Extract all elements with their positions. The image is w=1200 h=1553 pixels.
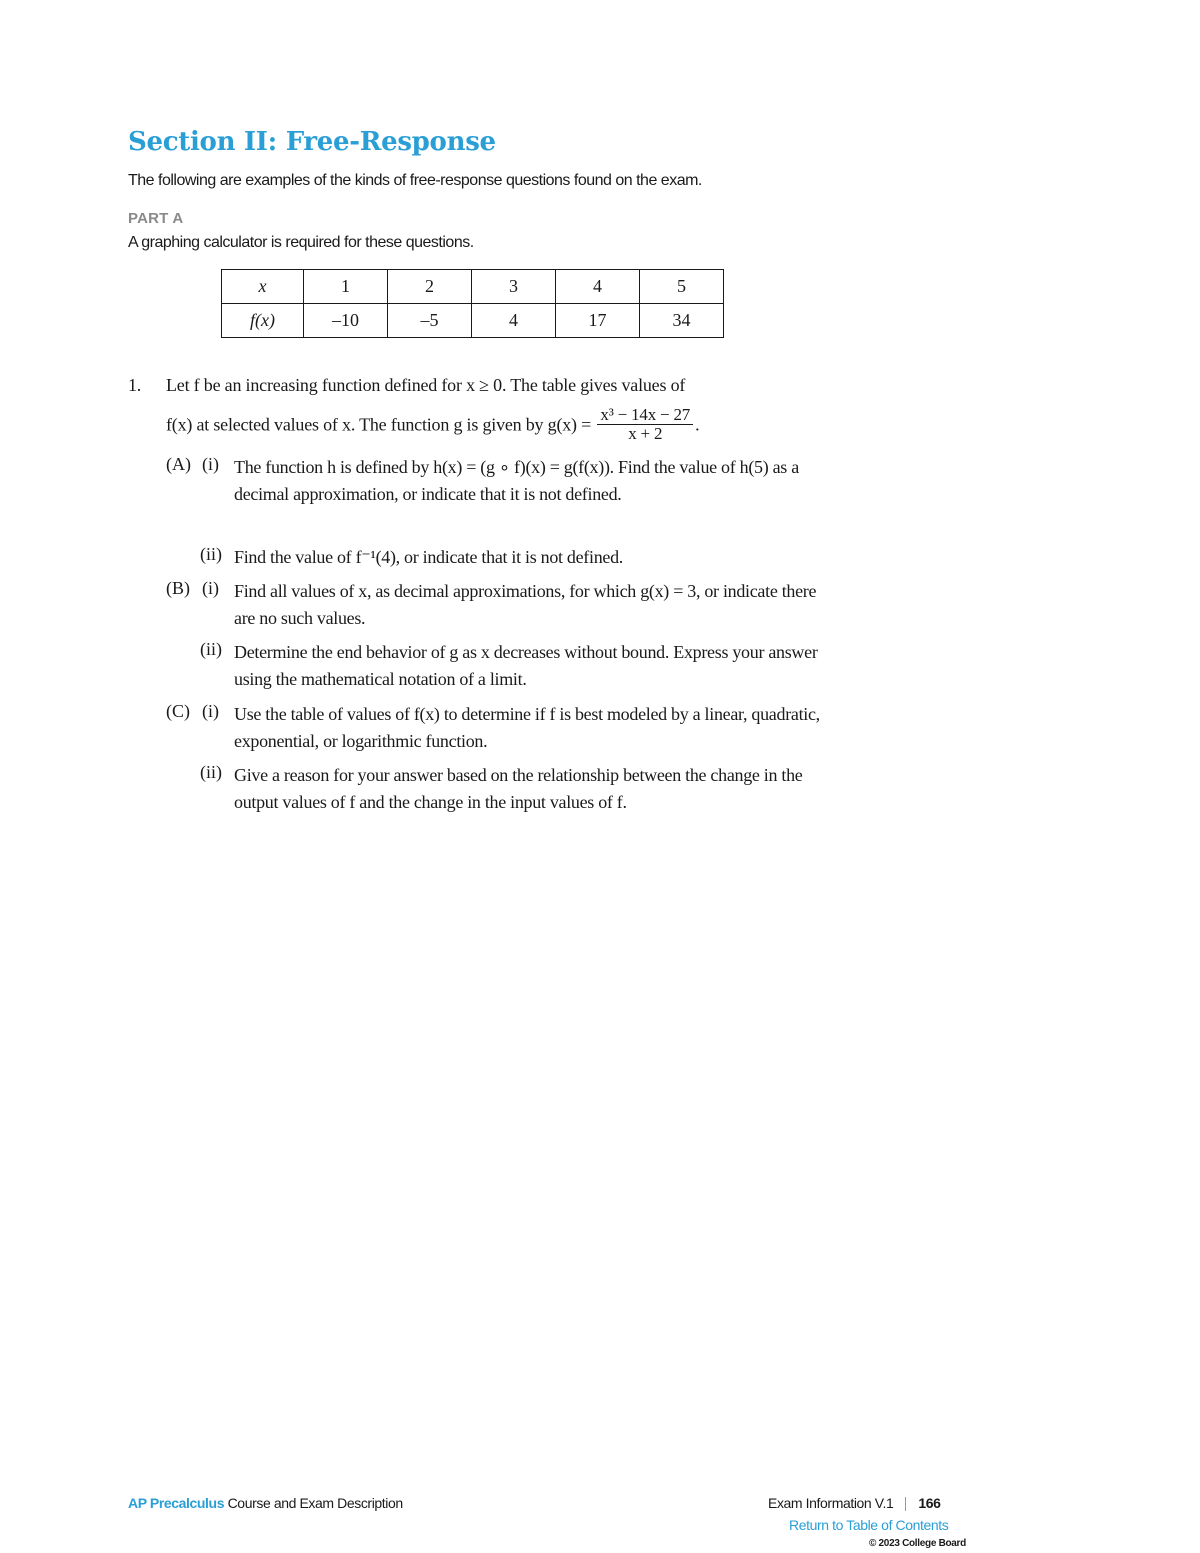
footer-page-info	[768, 1495, 941, 1511]
page-number: 166	[918, 1495, 941, 1511]
table-cell: 1	[304, 270, 388, 304]
section-intro: The following are examples of the kinds of free-response questions found on the exam.	[128, 172, 702, 189]
table-cell: –5	[388, 304, 472, 338]
question-stem-line2-text: f(x) at selected values of x. The function g is given by g(x) =	[166, 414, 592, 435]
g-fraction-end: .	[695, 414, 700, 435]
table-header-fx: f(x)	[222, 304, 304, 338]
footer-doc-title	[128, 1495, 403, 1511]
question-number: 1.	[128, 375, 142, 395]
section-title: Section II: Free-Response	[128, 127, 496, 157]
part-b-i-label: (i)	[202, 578, 219, 598]
footer-section: Exam Information V.1	[768, 1495, 894, 1511]
part-b-i-text: Find all values of x, as decimal approximations, for which g(x) = 3, or indicate there are no such values.	[234, 581, 817, 628]
table-header-x: x	[222, 270, 304, 304]
part-label: PART A	[128, 210, 184, 227]
table-cell: –10	[304, 304, 388, 338]
table-cell: 5	[640, 270, 724, 304]
part-a-i-label: (i)	[202, 454, 219, 474]
footer-brand: AP Precalculus	[128, 1495, 225, 1511]
return-to-toc-link[interactable]: Return to Table of Contents	[789, 1517, 949, 1533]
table-cell: 4	[472, 304, 556, 338]
footer-doc: Course and Exam Description	[227, 1495, 403, 1511]
table-cell: 17	[556, 304, 640, 338]
footer-separator	[905, 1497, 906, 1511]
question-stem-line1: Let f be an increasing function defined for x ≥ 0. The table gives values of	[166, 375, 686, 395]
copyright: © 2023 College Board	[869, 1538, 966, 1549]
part-a-ii-text: Find the value of f⁻¹(4), or indicate that it is not defined.	[234, 547, 623, 567]
table-cell: 2	[388, 270, 472, 304]
part-b-label: (B)	[166, 578, 190, 598]
values-table	[221, 269, 724, 338]
part-instructions: A graphing calculator is required for these questions.	[128, 234, 474, 251]
g-fraction	[597, 406, 693, 443]
part-c-i-text: Use the table of values of f(x) to determine if f is best modeled by a linear, quadratic, exponential, or logarithmic function.	[234, 704, 820, 751]
table-row-fx	[222, 304, 724, 338]
table-cell: 3	[472, 270, 556, 304]
table-cell: 4	[556, 270, 640, 304]
part-c-i-label: (i)	[202, 701, 219, 721]
part-a-i-text: The function h is defined by h(x) = (g ∘ f)(x) = g(f(x)). Find the value of h(5) as a decimal approximation, or indicate that it is not defined.	[234, 457, 799, 504]
part-c-label: (C)	[166, 701, 190, 721]
g-denominator: x + 2	[628, 424, 663, 443]
part-c-ii-text: Give a reason for your answer based on the relationship between the change in the output values of f and the change in the input values of f.	[234, 765, 803, 812]
part-b-ii-label: (ii)	[200, 639, 222, 659]
table-cell: 34	[640, 304, 724, 338]
part-c-ii-label: (ii)	[200, 762, 222, 782]
part-a-ii-label: (ii)	[200, 544, 222, 564]
part-a-label: (A)	[166, 454, 191, 474]
part-b-ii-text: Determine the end behavior of g as x decreases without bound. Express your answer using the mathematical notation of a limit.	[234, 642, 818, 689]
table-row-x	[222, 270, 724, 304]
g-numerator: x³ − 14x − 27	[597, 406, 693, 425]
question-stem-line2	[166, 405, 700, 445]
